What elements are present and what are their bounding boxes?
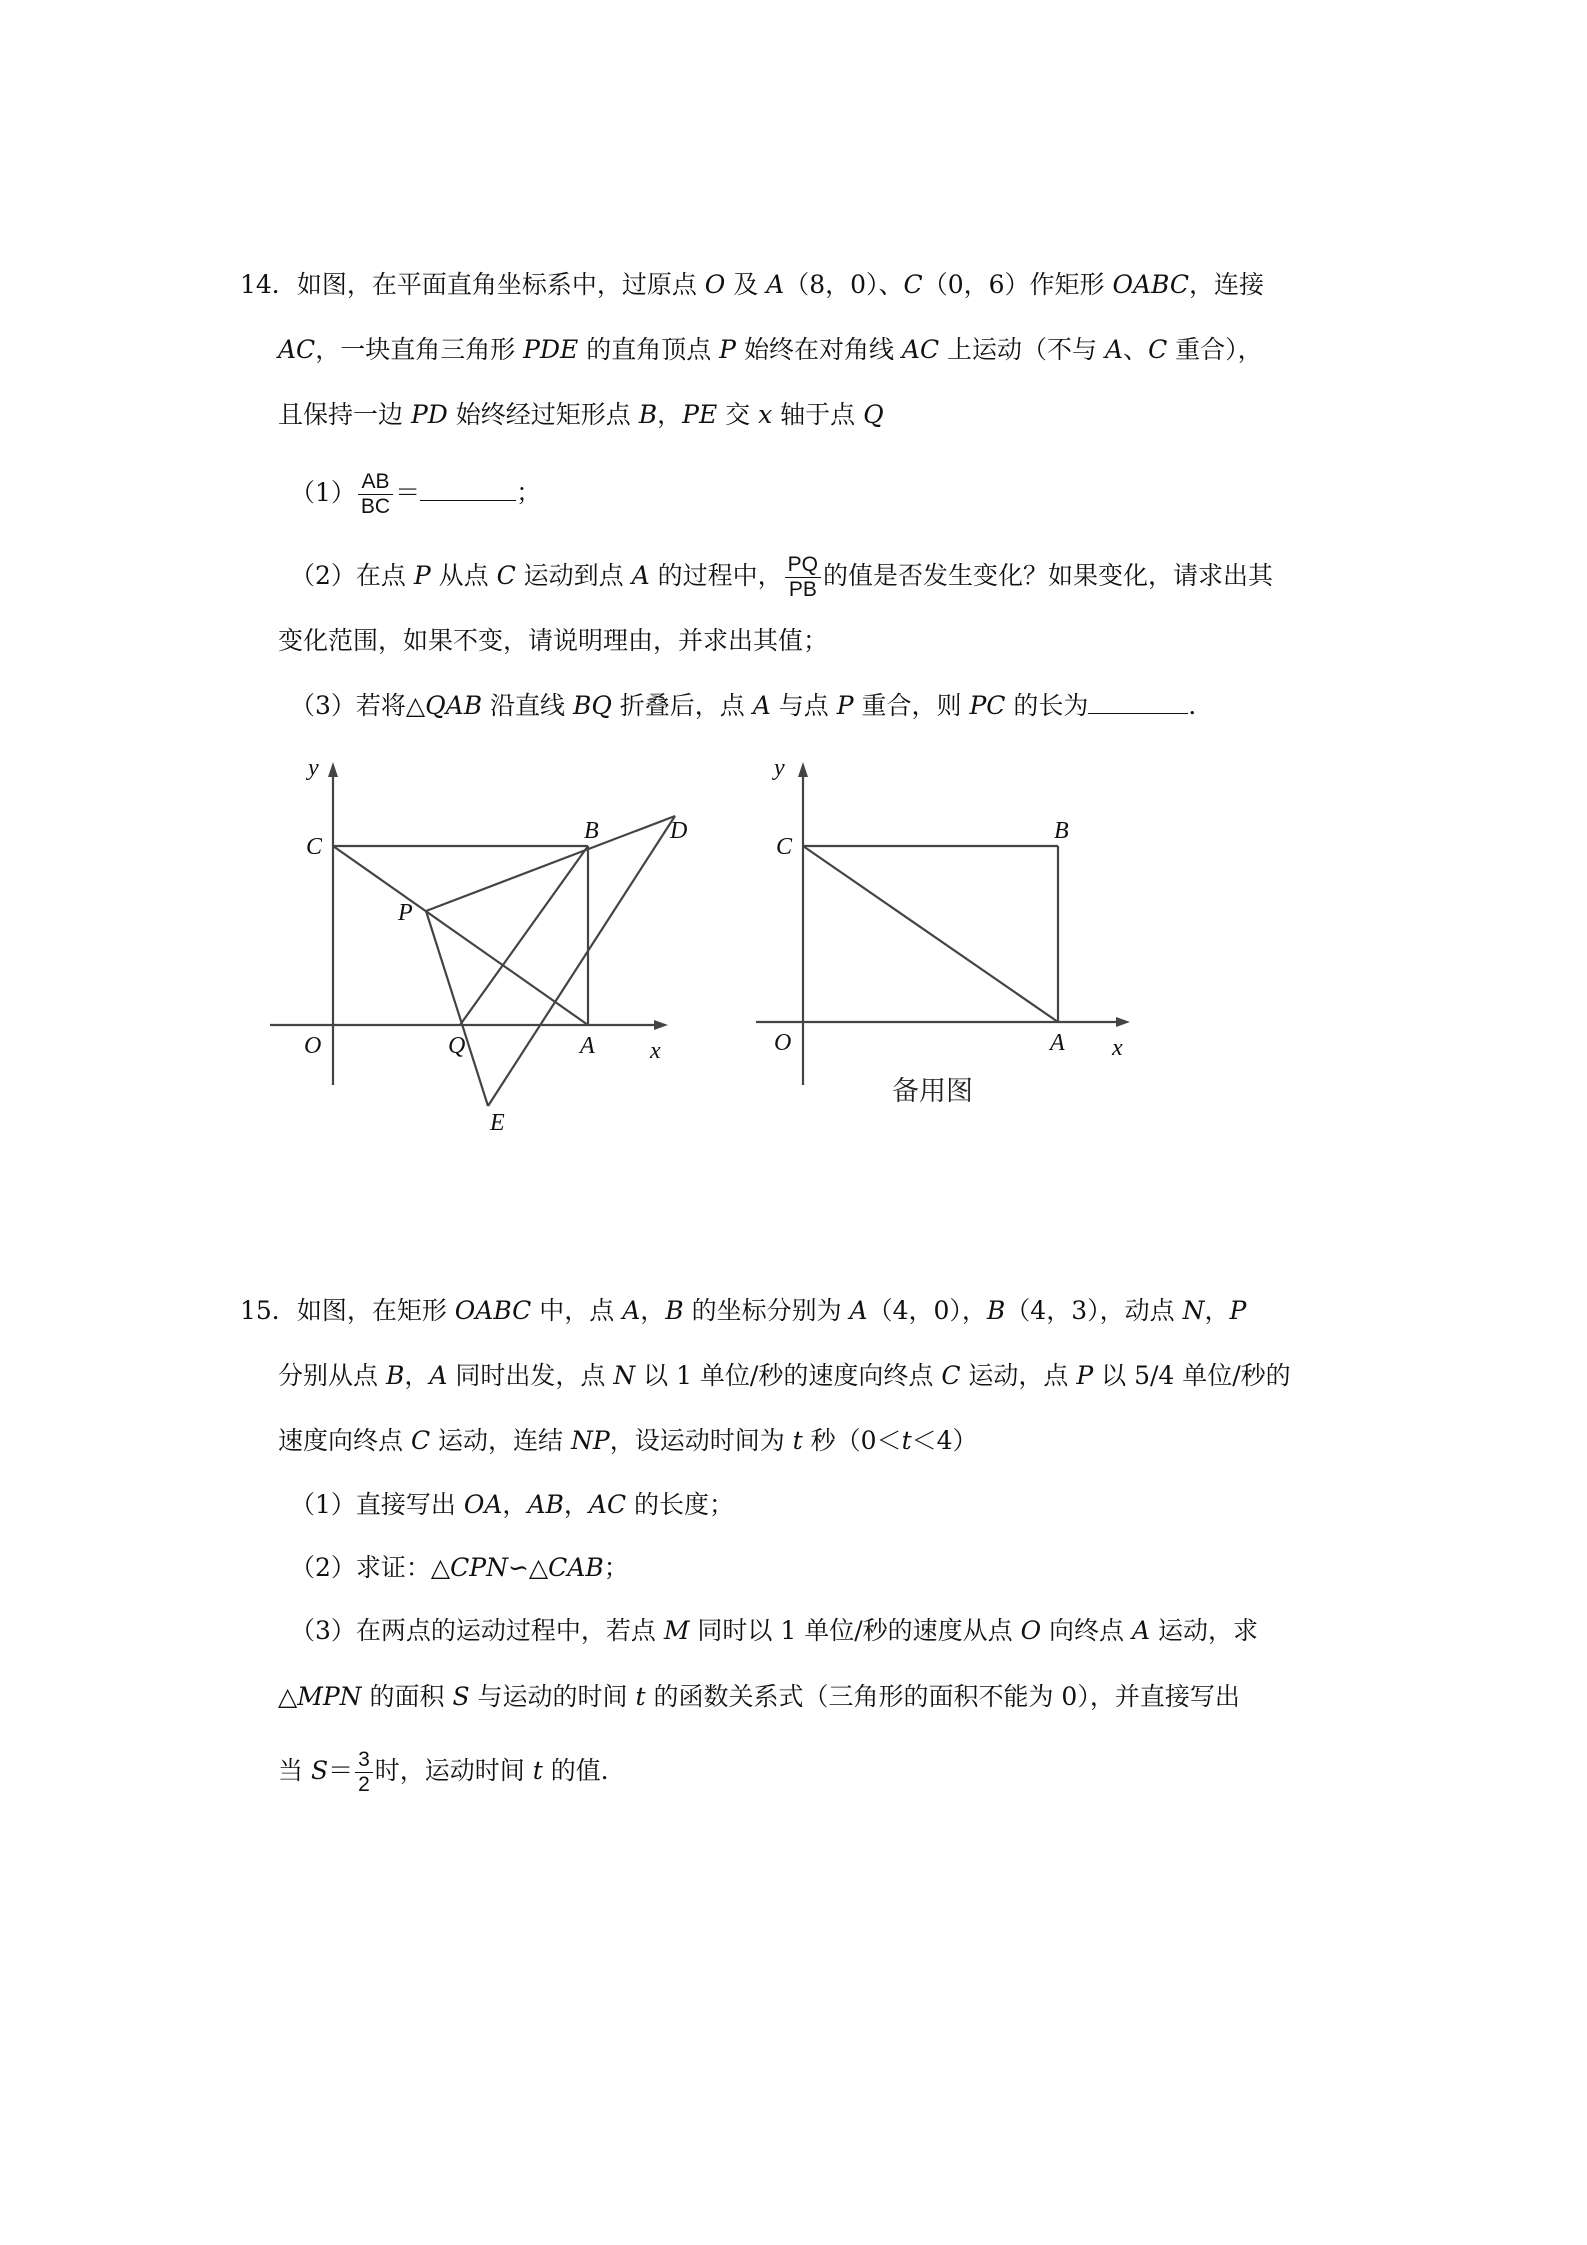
diagonal-CA (333, 846, 588, 1025)
label-y: y (774, 755, 785, 781)
text: 重合，则 (853, 691, 970, 720)
text: 同时出发，点 (447, 1361, 614, 1390)
var: PD (410, 400, 448, 429)
var: C (496, 561, 516, 590)
var: t (635, 1682, 646, 1711)
q15-line-3 (278, 1424, 978, 1458)
var: O (1020, 1616, 1042, 1645)
var: A (752, 691, 771, 720)
text: 以 5/4 单位/秒的 (1093, 1361, 1291, 1390)
text: 与点 (770, 691, 837, 720)
diagonal-CA (803, 846, 1058, 1022)
var: M (663, 1616, 690, 1645)
text: ； (603, 1553, 629, 1582)
q14-part-2b (278, 624, 828, 658)
text: 的直角顶点 (578, 335, 720, 364)
var: Q (863, 400, 884, 429)
var: A (622, 1296, 641, 1325)
q14-line-2 (278, 333, 1263, 367)
var: OABC (1112, 270, 1189, 299)
text: △ (278, 1682, 298, 1711)
text: ， (1204, 1296, 1230, 1325)
text: ． (1188, 691, 1214, 720)
q15-part-3b (278, 1680, 1240, 1714)
var: A (849, 1296, 868, 1325)
label-O: O (774, 1030, 792, 1056)
text: 运动，点 (960, 1361, 1077, 1390)
var: S (452, 1682, 470, 1711)
var: CAB (548, 1553, 604, 1582)
text: （3）若将△ (290, 691, 426, 720)
text: 同时以 1 单位/秒的速度从点 (689, 1616, 1021, 1645)
text: 的坐标分别为 (683, 1296, 850, 1325)
denominator: 2 (358, 1773, 370, 1796)
text: 上运动（不与 (939, 335, 1105, 364)
var: S (310, 1756, 329, 1785)
text: 折叠后，点 (611, 691, 753, 720)
q15-part-2 (290, 1551, 629, 1585)
q14-figure-spare (750, 750, 1150, 1120)
text: （4，3），动点 (1005, 1296, 1183, 1325)
text: ，一块直角三角形 (315, 335, 524, 364)
var: B (385, 1361, 405, 1390)
text: 速度向终点 (278, 1426, 411, 1455)
var: QAB (425, 691, 483, 720)
var: x (758, 400, 773, 429)
figure-caption: 备用图 (892, 1076, 973, 1106)
text: 以 1 单位/秒的速度向终点 (635, 1361, 942, 1390)
numerator: PQ (785, 553, 821, 578)
text: 分别从点 (278, 1361, 386, 1390)
var: P (836, 691, 854, 720)
fraction-3-2 (355, 1748, 373, 1797)
text: 与运动的时间 (469, 1682, 636, 1711)
text: （8，0）、 (784, 270, 904, 299)
text: 的值． (542, 1756, 626, 1785)
var: B (986, 1296, 1006, 1325)
var: B (665, 1296, 684, 1325)
q14-figure-main (270, 750, 730, 1140)
text: ， (640, 1296, 666, 1325)
text: 始终经过矩形点 (447, 400, 639, 429)
var: AC (901, 335, 940, 364)
text: ∽△ (507, 1553, 549, 1582)
var: A (766, 270, 785, 299)
text: ＜4） (911, 1426, 978, 1455)
var: NP (571, 1426, 610, 1455)
text: 的函数关系式（三角形的面积不能为 0），并直接写出 (645, 1682, 1240, 1711)
var: C (903, 270, 923, 299)
var: A (1105, 335, 1124, 364)
q14-part-1 (290, 470, 541, 519)
var: PE (682, 400, 718, 429)
text: （2）在点 (290, 561, 414, 590)
label-x: x (1112, 1035, 1123, 1061)
q14-number: 14． (240, 270, 297, 299)
text: （3）在两点的运动过程中，若点 (290, 1616, 664, 1645)
text: 如图，在平面直角坐标系中，过原点 (296, 270, 705, 299)
var: C (941, 1361, 961, 1390)
q15-part-3a (290, 1614, 1258, 1648)
var: A (631, 561, 650, 590)
text: ，设运动时间为 (609, 1426, 793, 1455)
var: PDE (523, 335, 579, 364)
text: 中，点 (531, 1296, 623, 1325)
var: AC (278, 335, 316, 364)
label-C: C (776, 834, 793, 860)
var: P (719, 335, 736, 364)
text: 运动，求 (1150, 1616, 1259, 1645)
x-axis-arrow (654, 1020, 668, 1030)
numerator: 3 (355, 1748, 373, 1773)
denominator: BC (360, 495, 391, 518)
var: C (1148, 335, 1168, 364)
label-A: A (1050, 1030, 1065, 1056)
part-label: （1） (290, 478, 356, 507)
label-P: P (398, 900, 413, 926)
text: 向终点 (1041, 1616, 1132, 1645)
answer-blank[interactable] (1088, 691, 1188, 714)
label-D: D (670, 818, 688, 844)
var: P (413, 561, 431, 590)
q14-line-1 (240, 268, 1264, 302)
denominator: PB (788, 578, 817, 601)
var: P (1229, 1296, 1247, 1325)
text: （4，0）， (867, 1296, 987, 1325)
y-axis-arrow (798, 762, 808, 777)
text: ， (502, 1490, 528, 1519)
var: BQ (572, 691, 612, 720)
text: 从点 (430, 561, 497, 590)
text: 且保持一边 (278, 400, 411, 429)
q15-number: 15． (240, 1296, 297, 1325)
numerator: AB (358, 470, 392, 495)
text: ； (516, 478, 542, 507)
text: 的过程中， (649, 561, 783, 590)
text: （0，6）作矩形 (922, 270, 1113, 299)
var: MPN (297, 1682, 362, 1711)
label-Q: Q (448, 1033, 466, 1059)
label-O: O (304, 1033, 322, 1059)
text: 运动，连结 (430, 1426, 571, 1455)
text: 时，运动时间 (374, 1756, 533, 1785)
text: （1）直接写出 (290, 1490, 464, 1519)
label-E: E (490, 1110, 505, 1136)
fraction-ab-bc (358, 470, 393, 519)
label-B: B (584, 818, 599, 844)
text: 秒（0＜ (802, 1426, 902, 1455)
segment-DE (488, 816, 675, 1106)
var: AB (527, 1490, 564, 1519)
text: 、 (1123, 335, 1149, 364)
var: OABC (454, 1296, 532, 1325)
text: 的值是否发生变化？如果变化，请求出其 (823, 561, 1274, 590)
text: ， (657, 400, 683, 429)
label-A: A (580, 1033, 595, 1059)
var: A (429, 1361, 448, 1390)
text: 沿直线 (482, 691, 573, 720)
var: PC (969, 691, 1006, 720)
text: 运动到点 (515, 561, 632, 590)
var: O (704, 270, 726, 299)
text: ＝ (328, 1756, 354, 1785)
label-x: x (650, 1038, 661, 1064)
q14-part-2a (290, 553, 1273, 602)
var: C (410, 1426, 431, 1455)
text: 变化范围，如果不变，请说明理由，并求出其值； (278, 626, 829, 655)
var: t (792, 1426, 803, 1455)
text: 交 (717, 400, 759, 429)
text: ， (404, 1361, 430, 1390)
var: A (1132, 1616, 1151, 1645)
var: t (901, 1426, 912, 1455)
var: AC (588, 1490, 627, 1519)
q15-line-2 (278, 1359, 1291, 1393)
text: （2）求证：△ (290, 1553, 451, 1582)
text: 的面积 (361, 1682, 453, 1711)
var: B (638, 400, 658, 429)
var: OA (463, 1490, 503, 1519)
text: 的长为 (1005, 691, 1089, 720)
equals-sign: ＝ (395, 478, 421, 507)
x-axis-arrow (1116, 1017, 1130, 1027)
y-axis-arrow (328, 762, 338, 777)
text: 始终在对角线 (736, 335, 902, 364)
var: t (532, 1756, 543, 1785)
q15-part-1 (290, 1488, 734, 1522)
text: 及 (725, 270, 767, 299)
label-C: C (306, 834, 323, 860)
text: 轴于点 (772, 400, 864, 429)
q15-part-3c (278, 1748, 626, 1797)
q14-line-3 (278, 398, 884, 432)
segment-PE (426, 911, 488, 1106)
var: CPN (450, 1553, 508, 1582)
fraction-pq-pb (785, 553, 821, 602)
text: ， (563, 1490, 589, 1519)
var: N (613, 1361, 636, 1390)
label-B: B (1054, 818, 1069, 844)
q15-line-1 (240, 1294, 1246, 1328)
text: 如图，在矩形 (296, 1296, 455, 1325)
label-y: y (308, 755, 319, 781)
text: 重合）， (1167, 335, 1263, 364)
answer-blank[interactable] (420, 478, 516, 501)
var: P (1076, 1361, 1094, 1390)
text: 当 (278, 1756, 311, 1785)
var: N (1182, 1296, 1205, 1325)
text: ，连接 (1188, 270, 1264, 299)
q14-part-3 (290, 689, 1213, 723)
text: 的长度； (626, 1490, 735, 1519)
